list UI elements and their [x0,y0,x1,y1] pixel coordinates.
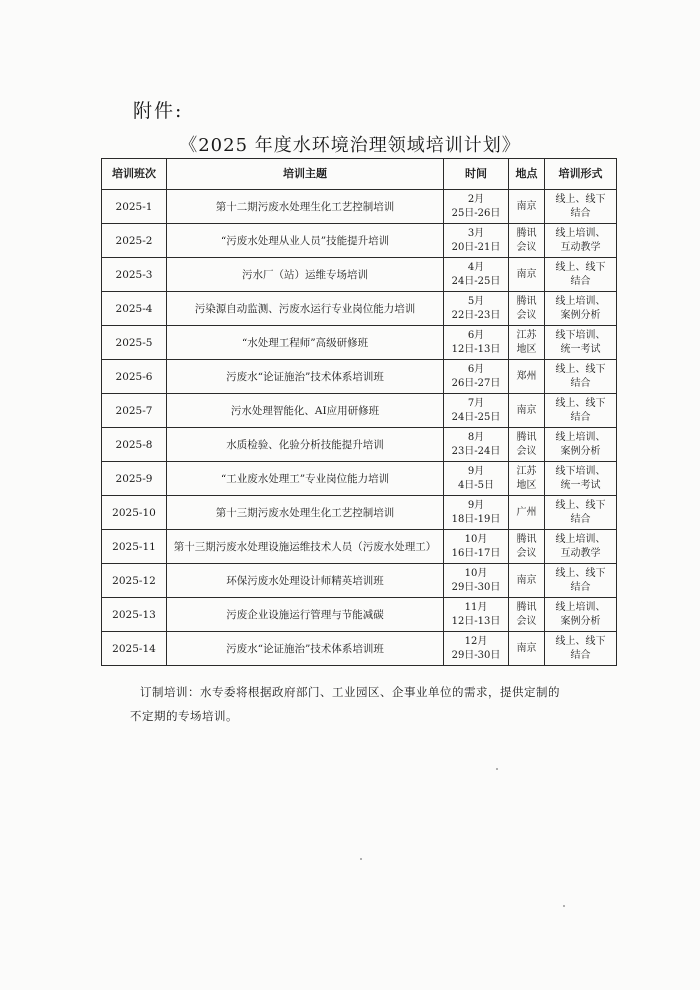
time-month: 2月 [467,193,485,205]
training-time [444,224,509,258]
training-topic: “水处理工程师”高级研修班 [167,326,444,360]
place-line-1: 腾讯 [516,431,537,443]
time-month: 8月 [467,431,485,443]
training-time [444,462,509,496]
session-id: 2025-13 [102,598,167,632]
training-place [509,394,545,428]
training-format [545,530,617,564]
format-line-1: 线上培训、 [555,533,606,545]
table-row [102,326,617,360]
training-topic: 环保污废水处理设计师精英培训班 [167,564,444,598]
place-line-2: 会议 [516,309,537,321]
time-month: 6月 [467,329,485,341]
training-place [509,530,545,564]
place-line-1: 江苏 [516,465,537,477]
format-line-2: 互动教学 [560,547,601,559]
training-topic: 第十三期污废水处理设施运维技术人员（污废水处理工） [167,530,444,564]
header-place: 地点 [509,159,545,190]
table-header-row [102,159,617,190]
session-id: 2025-9 [102,462,167,496]
training-place [509,224,545,258]
format-line-1: 线上、线下 [555,635,606,647]
time-month: 7月 [467,397,485,409]
format-line-1: 线上、线下 [555,193,606,205]
place-line-1: 广州 [516,506,537,518]
place-line-1: 腾讯 [516,601,537,613]
training-time [444,326,509,360]
place-line-2: 会议 [516,241,537,253]
format-line-1: 线下培训、 [555,465,606,477]
training-format [545,496,617,530]
format-line-1: 线上、线下 [555,499,606,511]
training-topic: 污染源自动监测、污废水运行专业岗位能力培训 [167,292,444,326]
document-title: 《2025 年度水环境治理领域培训计划》 [179,135,521,156]
time-month: 4月 [467,261,485,273]
format-line-2: 结合 [570,649,591,661]
table-row [102,360,617,394]
time-days: 12日-13日 [451,615,501,627]
table-row [102,428,617,462]
training-topic: 污废水“论证施治”技术体系培训班 [167,632,444,666]
place-line-1: 腾讯 [516,227,537,239]
format-line-1: 线上培训、 [555,227,606,239]
format-line-2: 结合 [570,377,591,389]
session-id: 2025-1 [102,190,167,224]
format-line-1: 线上培训、 [555,431,606,443]
training-time [444,292,509,326]
training-format [545,258,617,292]
session-id: 2025-3 [102,258,167,292]
table-row [102,564,617,598]
note-line-2: 不定期的专场培训。 [130,709,238,723]
format-line-2: 结合 [570,513,591,525]
training-time [444,530,509,564]
format-line-1: 线上、线下 [555,567,606,579]
place-line-1: 南京 [516,574,537,586]
training-time [444,360,509,394]
time-days: 4日-5日 [457,479,495,491]
training-topic: 水质检验、化验分析技能提升培训 [167,428,444,462]
session-id: 2025-12 [102,564,167,598]
format-line-1: 线上、线下 [555,397,606,409]
training-format [545,360,617,394]
training-place [509,632,545,666]
session-id: 2025-14 [102,632,167,666]
training-format [545,190,617,224]
format-line-2: 案例分析 [560,615,601,627]
note-line-1: 订制培训：水专委将根据政府部门、工业园区、企事业单位的需求，提供定制的 [140,685,560,699]
format-line-2: 统一考试 [560,343,601,355]
session-id: 2025-7 [102,394,167,428]
place-line-1: 江苏 [516,329,537,341]
time-days: 16日-17日 [451,547,501,559]
header-format: 培训形式 [545,159,617,190]
header-time: 时间 [444,159,509,190]
place-line-1: 郑州 [516,370,537,382]
training-topic: 污水厂（站）运维专场培训 [167,258,444,292]
session-id: 2025-5 [102,326,167,360]
format-line-1: 线上培训、 [555,601,606,613]
place-line-2: 会议 [516,547,537,559]
format-line-2: 结合 [570,207,591,219]
time-days: 25日-26日 [451,207,501,219]
session-id: 2025-8 [102,428,167,462]
training-topic: “污废水处理从业人员”技能提升培训 [167,224,444,258]
training-format [545,428,617,462]
training-place [509,462,545,496]
time-days: 12日-13日 [451,343,501,355]
table-row [102,394,617,428]
custom-training-note [130,680,610,728]
training-time [444,598,509,632]
time-days: 24日-25日 [451,411,501,423]
session-id: 2025-2 [102,224,167,258]
format-line-1: 线下培训、 [555,329,606,341]
training-place [509,360,545,394]
training-format [545,394,617,428]
training-time [444,428,509,462]
training-time [444,564,509,598]
table-row [102,598,617,632]
table-row [102,292,617,326]
training-format [545,292,617,326]
time-days: 29日-30日 [451,649,501,661]
table-row [102,496,617,530]
time-month: 5月 [467,295,485,307]
training-place [509,326,545,360]
format-line-2: 统一考试 [560,479,601,491]
training-place [509,428,545,462]
header-session: 培训班次 [102,159,167,190]
place-line-2: 会议 [516,445,537,457]
training-topic: 污废企业设施运行管理与节能减碳 [167,598,444,632]
attachment-label: 附件: [133,100,184,122]
training-time [444,632,509,666]
time-month: 10月 [464,567,488,579]
training-format [545,632,617,666]
session-id: 2025-10 [102,496,167,530]
session-id: 2025-6 [102,360,167,394]
training-topic: 污废水“论证施治”技术体系培训班 [167,360,444,394]
training-place [509,598,545,632]
time-days: 20日-21日 [451,241,501,253]
training-format [545,462,617,496]
training-format [545,224,617,258]
place-line-1: 南京 [516,268,537,280]
time-month: 12月 [464,635,488,647]
place-line-2: 会议 [516,615,537,627]
format-line-2: 结合 [570,411,591,423]
session-id: 2025-4 [102,292,167,326]
place-line-2: 地区 [516,479,537,491]
training-topic: “工业废水处理工”专业岗位能力培训 [167,462,444,496]
training-place [509,496,545,530]
time-days: 22日-23日 [451,309,501,321]
place-line-1: 南京 [516,404,537,416]
table-row [102,190,617,224]
format-line-1: 线上、线下 [555,261,606,273]
training-format [545,598,617,632]
training-time [444,190,509,224]
time-month: 6月 [467,363,485,375]
training-topic: 第十三期污废水处理生化工艺控制培训 [167,496,444,530]
time-month: 9月 [467,465,485,477]
format-line-1: 线上培训、 [555,295,606,307]
table-row [102,258,617,292]
training-time [444,394,509,428]
training-place [509,292,545,326]
time-days: 26日-27日 [451,377,501,389]
time-days: 24日-25日 [451,275,501,287]
format-line-2: 案例分析 [560,309,601,321]
place-line-1: 南京 [516,642,537,654]
training-time [444,258,509,292]
time-days: 18日-19日 [451,513,501,525]
time-month: 10月 [464,533,488,545]
format-line-1: 线上、线下 [555,363,606,375]
format-line-2: 结合 [570,275,591,287]
time-month: 3月 [467,227,485,239]
place-line-1: 南京 [516,200,537,212]
training-topic: 第十二期污废水处理生化工艺控制培训 [167,190,444,224]
table-row [102,462,617,496]
time-month: 11月 [464,601,488,613]
format-line-2: 互动教学 [560,241,601,253]
table-row [102,530,617,564]
place-line-1: 腾讯 [516,533,537,545]
table-row [102,632,617,666]
training-plan-table [101,158,617,666]
format-line-2: 结合 [570,581,591,593]
table-row [102,224,617,258]
training-topic: 污水处理智能化、AI应用研修班 [167,394,444,428]
place-line-1: 腾讯 [516,295,537,307]
time-days: 23日-24日 [451,445,501,457]
training-place [509,258,545,292]
training-format [545,564,617,598]
place-line-2: 地区 [516,343,537,355]
training-time [444,496,509,530]
session-id: 2025-11 [102,530,167,564]
header-topic: 培训主题 [167,159,444,190]
time-month: 9月 [467,499,485,511]
format-line-2: 案例分析 [560,445,601,457]
training-format [545,326,617,360]
training-place [509,564,545,598]
time-days: 29日-30日 [451,581,501,593]
training-place [509,190,545,224]
